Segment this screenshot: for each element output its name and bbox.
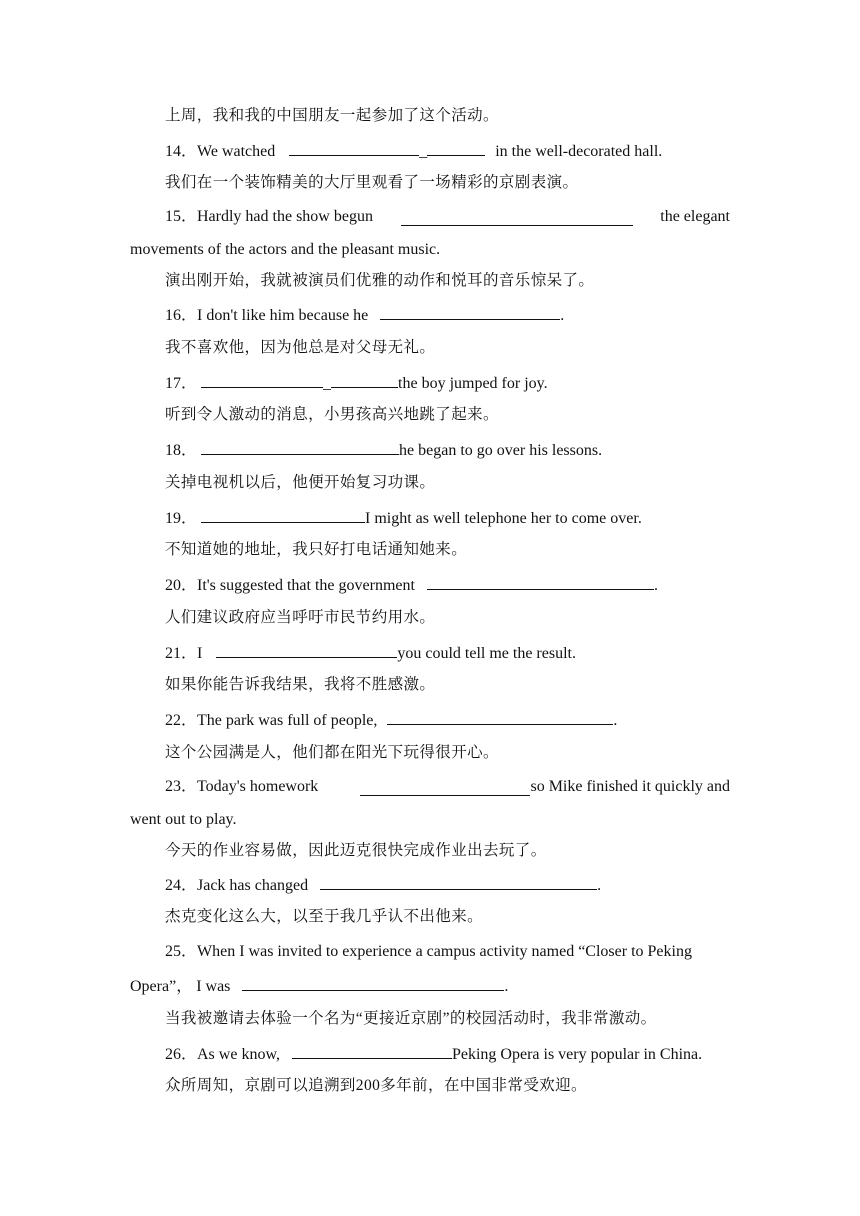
question-20 <box>165 574 658 596</box>
question-25-line1: 25．When I was invited to experience a campus activity named “Closer to Peking <box>165 943 692 960</box>
question-23-answer-group <box>360 777 730 797</box>
translation-23: 今天的作业容易做，因此迈克很快完成作业出去玩了。 <box>165 842 547 859</box>
question-17-prefix: 17． <box>165 375 198 392</box>
translation-17: 听到令人激动的消息，小男孩高兴地跳了起来。 <box>165 406 499 423</box>
question-25 <box>165 942 730 962</box>
question-18-suffix: he began to go over his lessons. <box>399 442 603 459</box>
question-24-suffix: . <box>597 877 602 894</box>
question-19 <box>165 507 642 529</box>
translation-19: 不知道她的地址，我只好打电话通知她来。 <box>165 541 468 558</box>
question-14-prefix: 14．We watched <box>165 143 276 160</box>
question-14-suffix: in the well-decorated hall. <box>495 143 663 160</box>
question-14 <box>165 140 662 162</box>
translation-22: 这个公园满是人，他们都在阳光下玩得很开心。 <box>165 744 499 761</box>
translation-14: 我们在一个装饰精美的大厅里观看了一场精彩的京剧表演。 <box>165 174 579 191</box>
question-25-continued <box>130 975 508 997</box>
question-15 <box>165 207 730 227</box>
question-21-prefix: 21．I <box>165 645 203 662</box>
answer-blank-25[interactable] <box>242 975 504 991</box>
answer-blank-24[interactable] <box>320 874 597 890</box>
question-16-prefix: 16．I don't like him because he <box>165 307 369 324</box>
question-16 <box>165 304 564 326</box>
question-18-prefix: 18． <box>165 442 198 459</box>
translation-15: 演出刚开始，我就被演员们优雅的动作和悦耳的音乐惊呆了。 <box>165 272 595 289</box>
question-18 <box>165 439 602 461</box>
answer-blank-21[interactable] <box>216 642 397 658</box>
question-23-suffix: so Mike finished it quickly and <box>530 778 730 795</box>
question-25-prefix: Opera”， I was <box>130 978 231 995</box>
answer-blank-22[interactable] <box>387 709 613 725</box>
question-22-suffix: . <box>613 712 618 729</box>
question-15-suffix: the elegant <box>660 208 730 225</box>
answer-blank-17a[interactable] <box>201 372 323 388</box>
answer-blank-18[interactable] <box>201 439 399 455</box>
question-22 <box>165 709 617 731</box>
question-24-prefix: 24．Jack has changed <box>165 877 309 894</box>
question-15-prefix: 15．Hardly had the show begun <box>165 208 373 225</box>
translation-18: 关掉电视机以后，他便开始复习功课。 <box>165 474 436 491</box>
question-17 <box>165 372 548 394</box>
question-16-suffix: . <box>560 307 565 324</box>
answer-blank-26[interactable] <box>292 1043 452 1059</box>
answer-blank-16[interactable] <box>380 304 560 320</box>
translation-20: 人们建议政府应当呼吁市民节约用水。 <box>165 609 436 626</box>
answer-blank-15[interactable] <box>401 210 633 226</box>
question-23-prefix: 23．Today's homework <box>165 778 319 795</box>
question-19-prefix: 19． <box>165 510 198 527</box>
answer-blank-19[interactable] <box>201 507 365 523</box>
question-19-suffix: I might as well telephone her to come over. <box>365 510 642 527</box>
answer-blank-23[interactable] <box>360 780 530 796</box>
question-26-prefix: 26．As we know, <box>165 1046 280 1063</box>
question-21 <box>165 642 576 664</box>
answer-blank-20[interactable] <box>427 574 654 590</box>
answer-blank-14b[interactable] <box>427 140 485 156</box>
translation-13: 上周，我和我的中国朋友一起参加了这个活动。 <box>165 107 499 124</box>
question-20-suffix: . <box>653 577 658 594</box>
question-24 <box>165 874 601 896</box>
answer-blank-17b[interactable] <box>331 372 398 388</box>
question-23 <box>165 777 730 797</box>
translation-26: 众所周知，京剧可以追溯到200多年前，在中国非常受欢迎。 <box>165 1077 587 1094</box>
question-26-suffix: Peking Opera is very popular in China. <box>451 1046 703 1063</box>
translation-21: 如果你能告诉我结果，我将不胜感激。 <box>165 676 436 693</box>
blank-mid: _ <box>419 143 428 160</box>
question-20-prefix: 20．It's suggested that the government <box>165 577 415 594</box>
translation-25: 当我被邀请去体验一个名为“更接近京剧”的校园活动时，我非常激动。 <box>165 1010 657 1027</box>
translation-24: 杰克变化这么大，以至于我几乎认不出他来。 <box>165 908 484 925</box>
question-25-suffix: . <box>504 978 509 995</box>
question-21-suffix: you could tell me the result. <box>397 645 576 662</box>
question-26 <box>165 1043 702 1065</box>
translation-16: 我不喜欢他，因为他总是对父母无礼。 <box>165 339 436 356</box>
question-22-prefix: 22．The park was full of people, <box>165 712 378 729</box>
blank-mid: _ <box>323 375 332 392</box>
question-17-suffix: the boy jumped for joy. <box>398 375 548 392</box>
question-23-continued: went out to play. <box>130 811 237 828</box>
answer-blank-14a[interactable] <box>289 140 419 156</box>
question-15-continued: movements of the actors and the pleasant music. <box>130 241 441 258</box>
